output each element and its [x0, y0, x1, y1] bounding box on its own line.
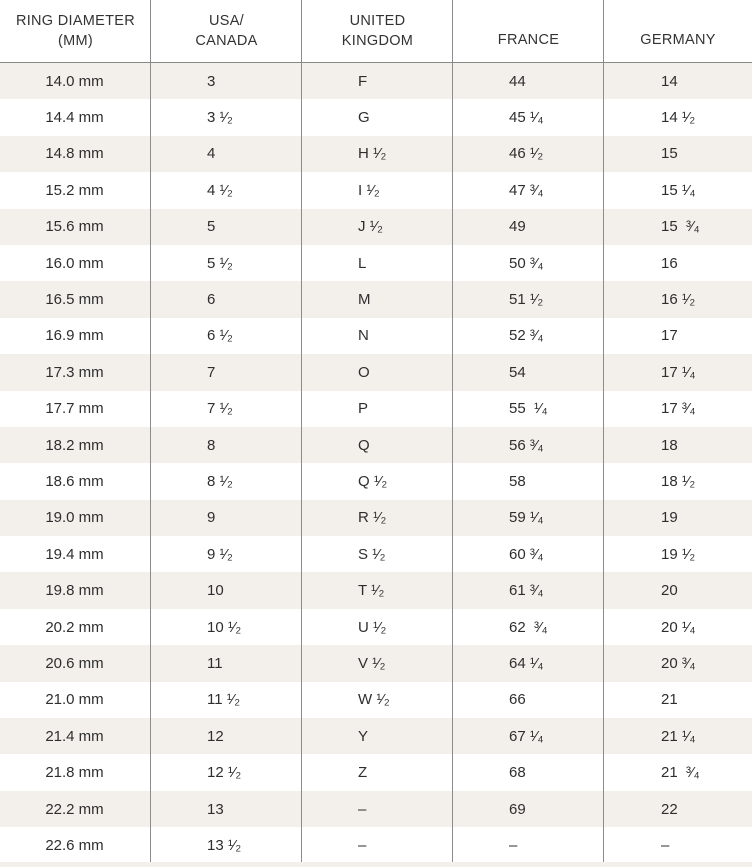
cell-ring-diameter: 20.6 mm	[45, 654, 104, 672]
cell-usa-canada: 10	[207, 582, 224, 600]
table-row	[0, 63, 752, 99]
cell-france: 66	[509, 691, 526, 709]
cell-usa-canada: 12 ¹⁄₂	[207, 764, 242, 782]
column-divider	[301, 0, 302, 862]
cell-usa-canada: 9	[207, 509, 216, 527]
cell-ring-diameter: 16.9 mm	[45, 327, 104, 345]
cell-germany: 14	[661, 72, 678, 90]
cell-ring-diameter: 18.6 mm	[45, 472, 104, 490]
cell-france: 67 ¹⁄₄	[509, 727, 544, 745]
table-row	[0, 427, 752, 463]
cell-germany: 19 ¹⁄₂	[661, 545, 696, 563]
table-body	[0, 63, 752, 864]
cell-germany: 20 ³⁄₄	[661, 654, 696, 672]
cell-ring-diameter: 16.5 mm	[45, 291, 104, 309]
header-united-kingdom: UNITED KINGDOM	[341, 13, 414, 49]
cell-usa-canada: 3 ¹⁄₂	[207, 109, 233, 127]
cell-united-kingdom: G	[358, 109, 370, 127]
cell-france: –	[509, 836, 518, 854]
bottom-strip	[0, 862, 752, 867]
cell-usa-canada: 7	[207, 363, 216, 381]
cell-usa-canada: 4 ¹⁄₂	[207, 181, 233, 199]
table-row	[0, 791, 752, 827]
cell-france: 51 ¹⁄₂	[509, 291, 544, 309]
cell-germany: 15 ¹⁄₄	[661, 181, 696, 199]
cell-france: 60 ³⁄₄	[509, 545, 544, 563]
cell-france: 59 ¹⁄₄	[509, 509, 544, 527]
header-usa-canada: USA/ CANADA	[195, 13, 258, 49]
table-row	[0, 99, 752, 135]
cell-ring-diameter: 21.4 mm	[45, 727, 104, 745]
cell-usa-canada: 5 ¹⁄₂	[207, 254, 233, 272]
cell-ring-diameter: 16.0 mm	[45, 254, 104, 272]
cell-ring-diameter: 14.0 mm	[45, 72, 104, 90]
cell-france: 49	[509, 218, 526, 236]
cell-united-kingdom: T ¹⁄₂	[358, 582, 385, 600]
table-row	[0, 500, 752, 536]
cell-united-kingdom: W ¹⁄₂	[358, 691, 390, 709]
cell-usa-canada: 13 ¹⁄₂	[207, 836, 242, 854]
table-row	[0, 682, 752, 718]
cell-united-kingdom: V ¹⁄₂	[358, 654, 386, 672]
table-row	[0, 136, 752, 172]
cell-ring-diameter: 22.6 mm	[45, 836, 104, 854]
cell-germany: 16 ¹⁄₂	[661, 291, 696, 309]
header-germany: GERMANY	[640, 32, 716, 48]
cell-france: 64 ¹⁄₄	[509, 654, 544, 672]
cell-ring-diameter: 17.3 mm	[45, 363, 104, 381]
cell-united-kingdom: I ¹⁄₂	[358, 181, 380, 199]
cell-germany: 22	[661, 800, 678, 818]
cell-ring-diameter: 17.7 mm	[45, 400, 104, 418]
cell-france: 45 ¹⁄₄	[509, 109, 544, 127]
cell-germany: 19	[661, 509, 678, 527]
cell-france: 62 ³⁄₄	[509, 618, 548, 636]
cell-united-kingdom: S ¹⁄₂	[358, 545, 386, 563]
table-row	[0, 754, 752, 790]
cell-germany: 17 ³⁄₄	[661, 400, 696, 418]
cell-usa-canada: 9 ¹⁄₂	[207, 545, 233, 563]
cell-usa-canada: 8	[207, 436, 216, 454]
cell-ring-diameter: 21.8 mm	[45, 764, 104, 782]
column-divider	[452, 0, 453, 862]
cell-usa-canada: 8 ¹⁄₂	[207, 472, 233, 490]
table-row	[0, 609, 752, 645]
cell-ring-diameter: 14.8 mm	[45, 145, 104, 163]
table-row	[0, 172, 752, 208]
cell-germany: –	[661, 836, 670, 854]
cell-usa-canada: 5	[207, 218, 216, 236]
table-row	[0, 645, 752, 681]
cell-united-kingdom: L	[358, 254, 367, 272]
cell-usa-canada: 11 ¹⁄₂	[207, 691, 241, 709]
cell-usa-canada: 12	[207, 727, 224, 745]
cell-germany: 21 ³⁄₄	[661, 764, 700, 782]
table-row	[0, 209, 752, 245]
cell-germany: 17 ¹⁄₄	[661, 363, 696, 381]
cell-united-kingdom: H ¹⁄₂	[358, 145, 387, 163]
cell-united-kingdom: Z	[358, 764, 368, 782]
cell-ring-diameter: 15.6 mm	[45, 218, 104, 236]
cell-france: 52 ³⁄₄	[509, 327, 544, 345]
cell-germany: 18 ¹⁄₂	[661, 472, 696, 490]
cell-germany: 16	[661, 254, 678, 272]
cell-united-kingdom: Q	[358, 436, 370, 454]
cell-ring-diameter: 20.2 mm	[45, 618, 104, 636]
cell-ring-diameter: 21.0 mm	[45, 691, 104, 709]
cell-germany: 20 ¹⁄₄	[661, 618, 696, 636]
cell-france: 58	[509, 472, 526, 490]
table-row	[0, 718, 752, 754]
table-row	[0, 572, 752, 608]
cell-ring-diameter: 19.0 mm	[45, 509, 104, 527]
table-header	[0, 0, 752, 63]
cell-ring-diameter: 19.8 mm	[45, 582, 104, 600]
cell-germany: 14 ¹⁄₂	[661, 109, 696, 127]
table-row	[0, 827, 752, 863]
cell-united-kingdom: M	[358, 291, 371, 309]
cell-france: 44	[509, 72, 526, 90]
cell-united-kingdom: N	[358, 327, 369, 345]
cell-france: 68	[509, 764, 526, 782]
cell-usa-canada: 6 ¹⁄₂	[207, 327, 233, 345]
cell-france: 56 ³⁄₄	[509, 436, 544, 454]
cell-united-kingdom: Q ¹⁄₂	[358, 472, 388, 490]
cell-germany: 18	[661, 436, 678, 454]
cell-united-kingdom: –	[358, 800, 367, 818]
cell-united-kingdom: P	[358, 400, 369, 418]
cell-germany: 21 ¹⁄₄	[661, 727, 696, 745]
table-row	[0, 354, 752, 390]
table-row	[0, 318, 752, 354]
cell-ring-diameter: 18.2 mm	[45, 436, 104, 454]
column-divider	[603, 0, 604, 862]
table-row	[0, 463, 752, 499]
cell-usa-canada: 4	[207, 145, 216, 163]
cell-usa-canada: 3	[207, 72, 216, 90]
cell-france: 54	[509, 363, 526, 381]
cell-united-kingdom: R ¹⁄₂	[358, 509, 387, 527]
cell-france: 50 ³⁄₄	[509, 254, 544, 272]
table-row	[0, 281, 752, 317]
cell-germany: 15 ³⁄₄	[661, 218, 700, 236]
cell-usa-canada: 13	[207, 800, 224, 818]
table-row	[0, 536, 752, 572]
table-row	[0, 391, 752, 427]
cell-united-kingdom: Y	[358, 727, 369, 745]
cell-france: 47 ³⁄₄	[509, 181, 544, 199]
cell-ring-diameter: 15.2 mm	[45, 181, 104, 199]
cell-united-kingdom: U ¹⁄₂	[358, 618, 387, 636]
cell-france: 69	[509, 800, 526, 818]
table-row	[0, 245, 752, 281]
cell-germany: 17	[661, 327, 678, 345]
cell-usa-canada: 11	[207, 654, 223, 672]
cell-germany: 21	[661, 691, 678, 709]
cell-france: 61 ³⁄₄	[509, 582, 544, 600]
cell-usa-canada: 6	[207, 291, 216, 309]
cell-germany: 15	[661, 145, 678, 163]
cell-ring-diameter: 22.2 mm	[45, 800, 104, 818]
cell-ring-diameter: 19.4 mm	[45, 545, 104, 563]
cell-germany: 20	[661, 582, 678, 600]
column-divider	[150, 0, 151, 862]
header-ring-diameter: RING DIAMETER (MM)	[15, 13, 136, 49]
header-france: FRANCE	[497, 32, 560, 48]
cell-france: 55 ¹⁄₄	[509, 400, 548, 418]
cell-united-kingdom: F	[358, 72, 368, 90]
cell-united-kingdom: –	[358, 836, 367, 854]
cell-united-kingdom: O	[358, 363, 370, 381]
cell-ring-diameter: 14.4 mm	[45, 109, 104, 127]
cell-france: 46 ¹⁄₂	[509, 145, 544, 163]
cell-usa-canada: 10 ¹⁄₂	[207, 618, 242, 636]
cell-united-kingdom: J ¹⁄₂	[358, 218, 383, 236]
cell-usa-canada: 7 ¹⁄₂	[207, 400, 233, 418]
